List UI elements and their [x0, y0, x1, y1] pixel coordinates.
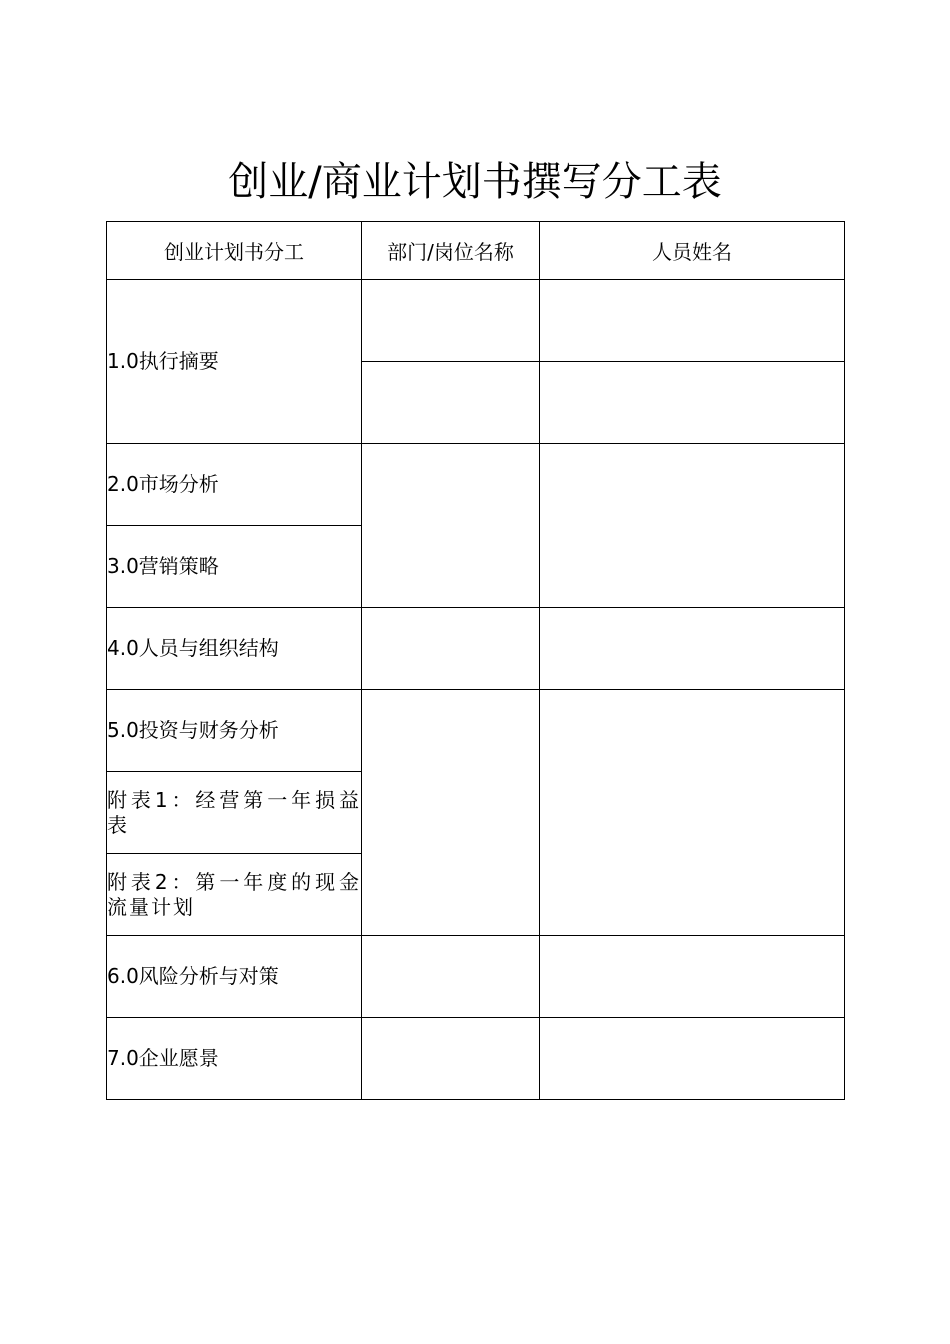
section-executive-summary: 1.0执行摘要 — [107, 280, 362, 444]
document-title: 创业/商业计划书撰写分工表 — [228, 159, 722, 205]
section-marketing-strategy: 3.0营销策略 — [107, 526, 362, 608]
personnel-cell[interactable] — [540, 280, 845, 362]
department-cell[interactable] — [362, 936, 540, 1018]
department-cell[interactable] — [362, 280, 540, 362]
section-personnel-organization: 4.0人员与组织结构 — [107, 608, 362, 690]
section-appendix-cash-flow: 附表2：第一年度的现金流量计划 — [107, 854, 362, 936]
table-row — [107, 280, 845, 362]
table-row — [107, 936, 845, 1018]
division-table — [106, 221, 845, 1100]
personnel-cell[interactable] — [540, 690, 845, 936]
department-cell[interactable] — [362, 362, 540, 444]
section-market-analysis: 2.0市场分析 — [107, 444, 362, 526]
table-row — [107, 444, 845, 526]
table-row — [107, 1018, 845, 1100]
personnel-cell[interactable] — [540, 936, 845, 1018]
personnel-cell[interactable] — [540, 444, 845, 608]
department-cell[interactable] — [362, 690, 540, 936]
section-risk-analysis: 6.0风险分析与对策 — [107, 936, 362, 1018]
table-row — [107, 690, 845, 772]
table-row — [107, 608, 845, 690]
personnel-cell[interactable] — [540, 1018, 845, 1100]
department-cell[interactable] — [362, 444, 540, 608]
personnel-cell[interactable] — [540, 362, 845, 444]
section-appendix-income-statement: 附表1：经营第一年损益表 — [107, 772, 362, 854]
header-division: 创业计划书分工 — [107, 222, 362, 280]
section-vision: 7.0企业愿景 — [107, 1018, 362, 1100]
header-department: 部门/岗位名称 — [362, 222, 540, 280]
department-cell[interactable] — [362, 608, 540, 690]
personnel-cell[interactable] — [540, 608, 845, 690]
department-cell[interactable] — [362, 1018, 540, 1100]
header-personnel: 人员姓名 — [540, 222, 845, 280]
table-header-row — [107, 222, 845, 280]
section-investment-finance: 5.0投资与财务分析 — [107, 690, 362, 772]
